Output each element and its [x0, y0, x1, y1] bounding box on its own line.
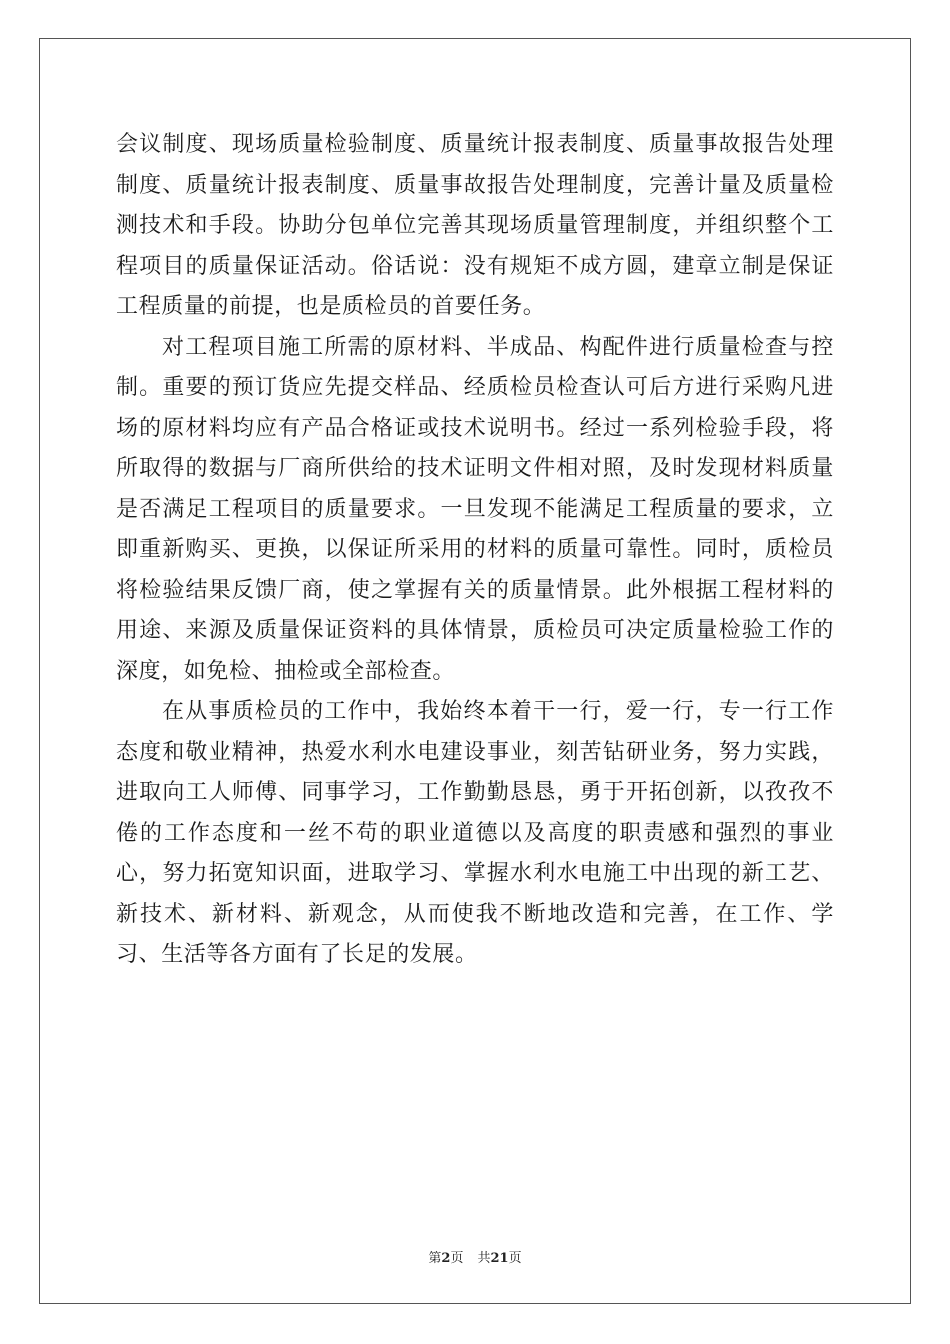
page-prefix: 第: [428, 1251, 442, 1266]
page-number: 2: [441, 1251, 451, 1266]
page-suffix: 页: [450, 1251, 464, 1266]
document-body: [116, 125, 834, 976]
total-suffix: 页: [508, 1251, 522, 1266]
paragraph-3: 在从事质检员的工作中，我始终本着干一行，爱一行，专一行工作态度和敬业精神，热爱水利水电建设事业，刻苦钻研业务，努力实践，进取向工人师傅、同事学习，工作勤勤恳恳，勇于开拓创新，以孜孜不倦的工作态度和一丝不苟的职业道德以及高度的职责感和强烈的事业心，努力拓宽知识面，进取学习、掌握水利水电施工中出现的新工艺、新技术、新材料、新观念，从而使我不断地改造和完善，在工作、学习、生活等各方面有了长足的发展。: [116, 699, 834, 967]
paragraph-2: 对工程项目施工所需的原材料、半成品、构配件进行质量检查与控制。重要的预订货应先提交样品、经质检员检查认可后方进行采购凡进场的原材料均应有产品合格证或技术说明书。经过一系列检验手段，将所取得的数据与厂商所供给的技术证明文件相对照，及时发现材料质量是否满足工程项目的质量要求。一旦发现不能满足工程质量的要求，立即重新购买、更换，以保证所采用的材料的质量可靠性。同时，质检员将检验结果反馈厂商，使之掌握有关的质量情景。此外根据工程材料的用途、来源及质量保证资料的具体情景，质检员可决定质量检验工作的深度，如免检、抽检或全部检查。: [116, 334, 834, 684]
paragraph-1: 会议制度、现场质量检验制度、质量统计报表制度、质量事故报告处理制度、质量统计报表制度、质量事故报告处理制度，完善计量及质量检测技术和手段。协助分包单位完善其现场质量管理制度，并组织整个工程项目的质量保证活动。俗话说：没有规矩不成方圆，建章立制是保证工程质量的前提，也是质检员的首要任务。: [116, 132, 834, 319]
total-pages: 21: [490, 1251, 509, 1266]
total-prefix: 共: [477, 1251, 491, 1266]
page-footer: [0, 1247, 950, 1266]
